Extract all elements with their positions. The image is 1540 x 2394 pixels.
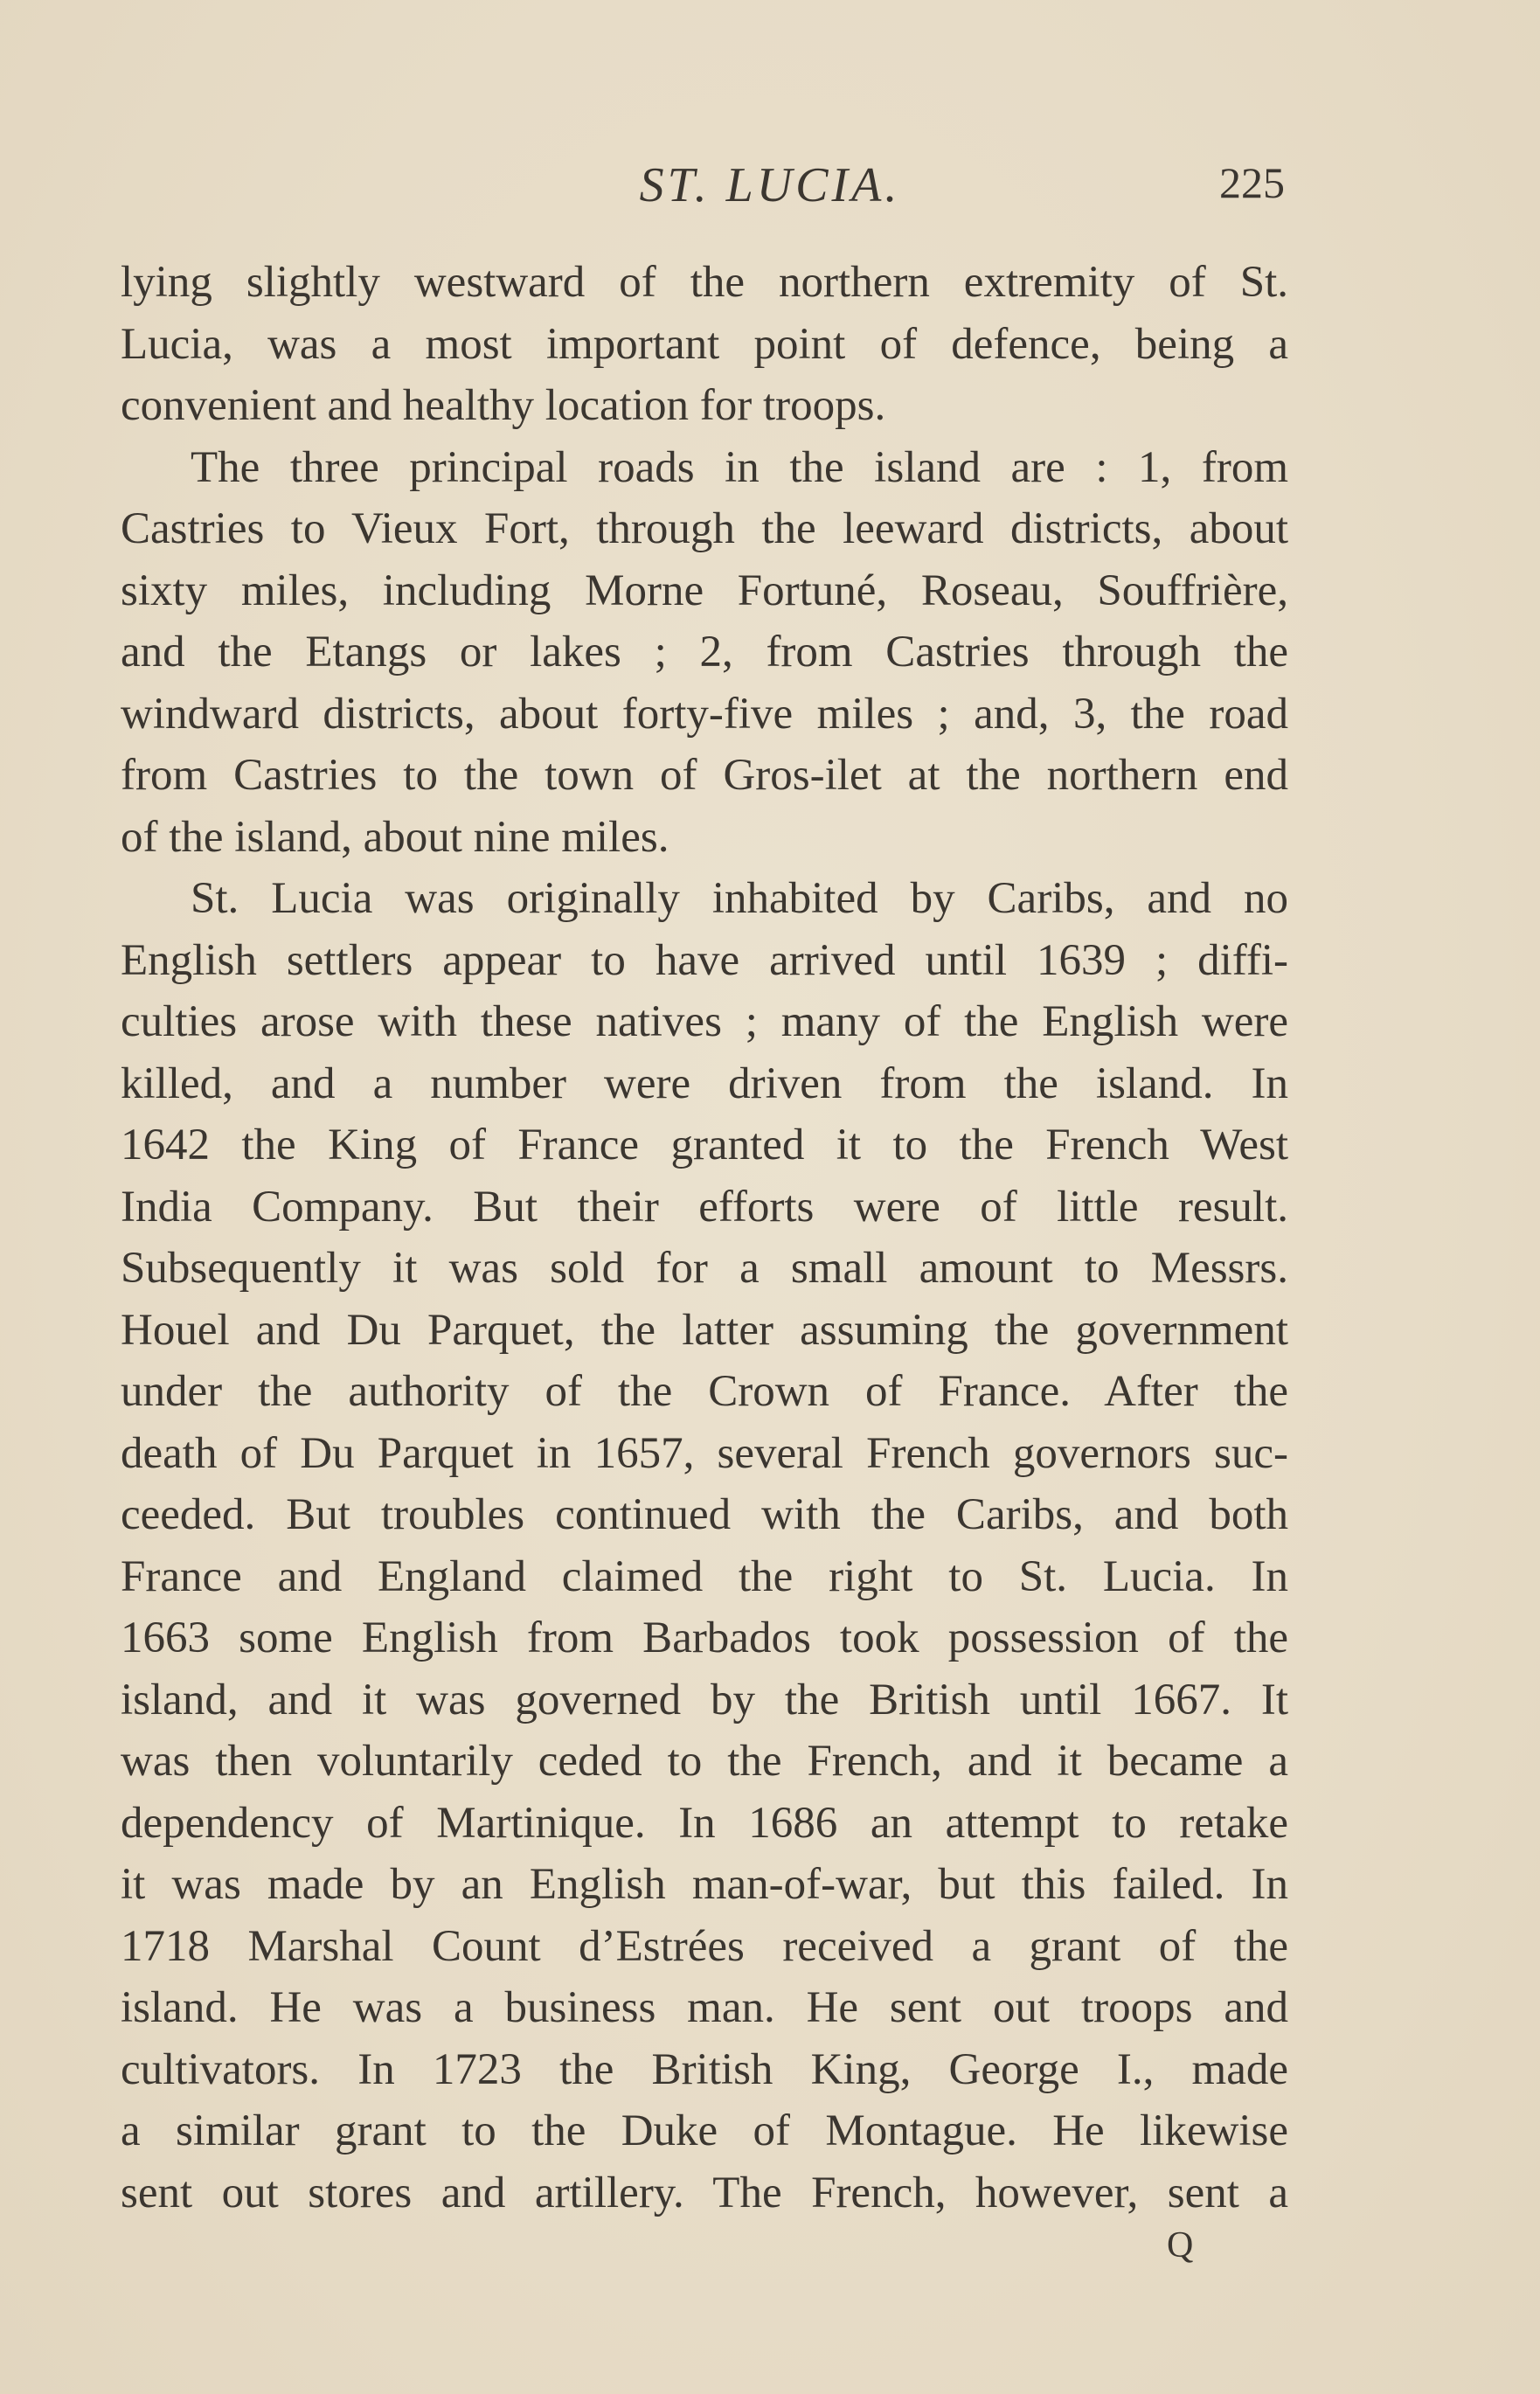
- text-line: St. Lucia was originally inhabited by Caribs, and no: [191, 874, 1288, 923]
- text-line: 1663 some English from Barbados took possession of the: [121, 1613, 1288, 1662]
- text-line: sent out stores and artillery. The French, however, sent a: [121, 2168, 1288, 2217]
- text-line: and the Etangs or lakes ; 2, from Castries through the: [121, 628, 1288, 677]
- text-line: Lucia, was a most important point of defence, being a: [121, 319, 1288, 369]
- text-line: killed, and a number were driven from the island. In: [121, 1058, 1288, 1108]
- text-line: dependency of Martinique. In 1686 an attempt to retake: [121, 1798, 1288, 1848]
- text-line: Subsequently it was sold for a small amount to Messrs.: [121, 1244, 1288, 1293]
- text-line: culties arose with these natives ; many of the English were: [121, 997, 1288, 1046]
- running-head: [0, 149, 1540, 219]
- text-line: English settlers appear to have arrived until 1639 ; diffi-: [121, 935, 1288, 985]
- text-line: The three principal roads in the island are : 1, from: [191, 442, 1288, 492]
- text-line: island, and it was governed by the British until 1667. It: [121, 1675, 1288, 1724]
- text-line: Castries to Vieux Fort, through the leeward districts, about: [121, 504, 1288, 553]
- text-line: cultivators. In 1723 the British King, George I., made: [121, 2044, 1288, 2094]
- text-line: India Company. But their efforts were of little result.: [121, 1182, 1288, 1232]
- text-line: lying slightly westward of the northern extremity of St.: [121, 258, 1288, 307]
- text-line: Houel and Du Parquet, the latter assuming the government: [121, 1305, 1288, 1355]
- text-line: a similar grant to the Duke of Montague. He likewise: [121, 2106, 1288, 2155]
- text-line: sixty miles, including Morne Fortuné, Roseau, Souffrière,: [121, 566, 1288, 615]
- text-line: island. He was a business man. He sent out troops and: [121, 1983, 1288, 2032]
- text-line: windward districts, about forty-five miles ; and, 3, the road: [121, 689, 1288, 739]
- text-line: under the authority of the Crown of France. After the: [121, 1367, 1288, 1416]
- text-line: death of Du Parquet in 1657, several French governors suc-: [121, 1428, 1288, 1478]
- page-number: 225: [1219, 158, 1285, 207]
- text-line: of the island, about nine miles.: [121, 812, 669, 862]
- text-line: 1642 the King of France granted it to the French West: [121, 1121, 1288, 1169]
- text-line: 1718 Marshal Count d’Estrées received a grant of the: [121, 1921, 1288, 1971]
- text-line: it was made by an English man-of-war, but this failed. In: [121, 1860, 1288, 1909]
- text-line: was then voluntarily ceded to the French, and it became a: [121, 1737, 1288, 1786]
- text-line: France and England claimed the right to St. Lucia. In: [121, 1551, 1288, 1601]
- text-line: from Castries to the town of Gros-ilet at the northern end: [121, 751, 1288, 800]
- body-text: [121, 252, 1288, 2224]
- running-title: ST. LUCIA.: [639, 158, 901, 212]
- signature-mark: Q: [1167, 2225, 1194, 2266]
- text-line: convenient and healthy location for troops.: [121, 381, 886, 430]
- text-line: ceeded. But troubles continued with the Caribs, and both: [121, 1490, 1288, 1539]
